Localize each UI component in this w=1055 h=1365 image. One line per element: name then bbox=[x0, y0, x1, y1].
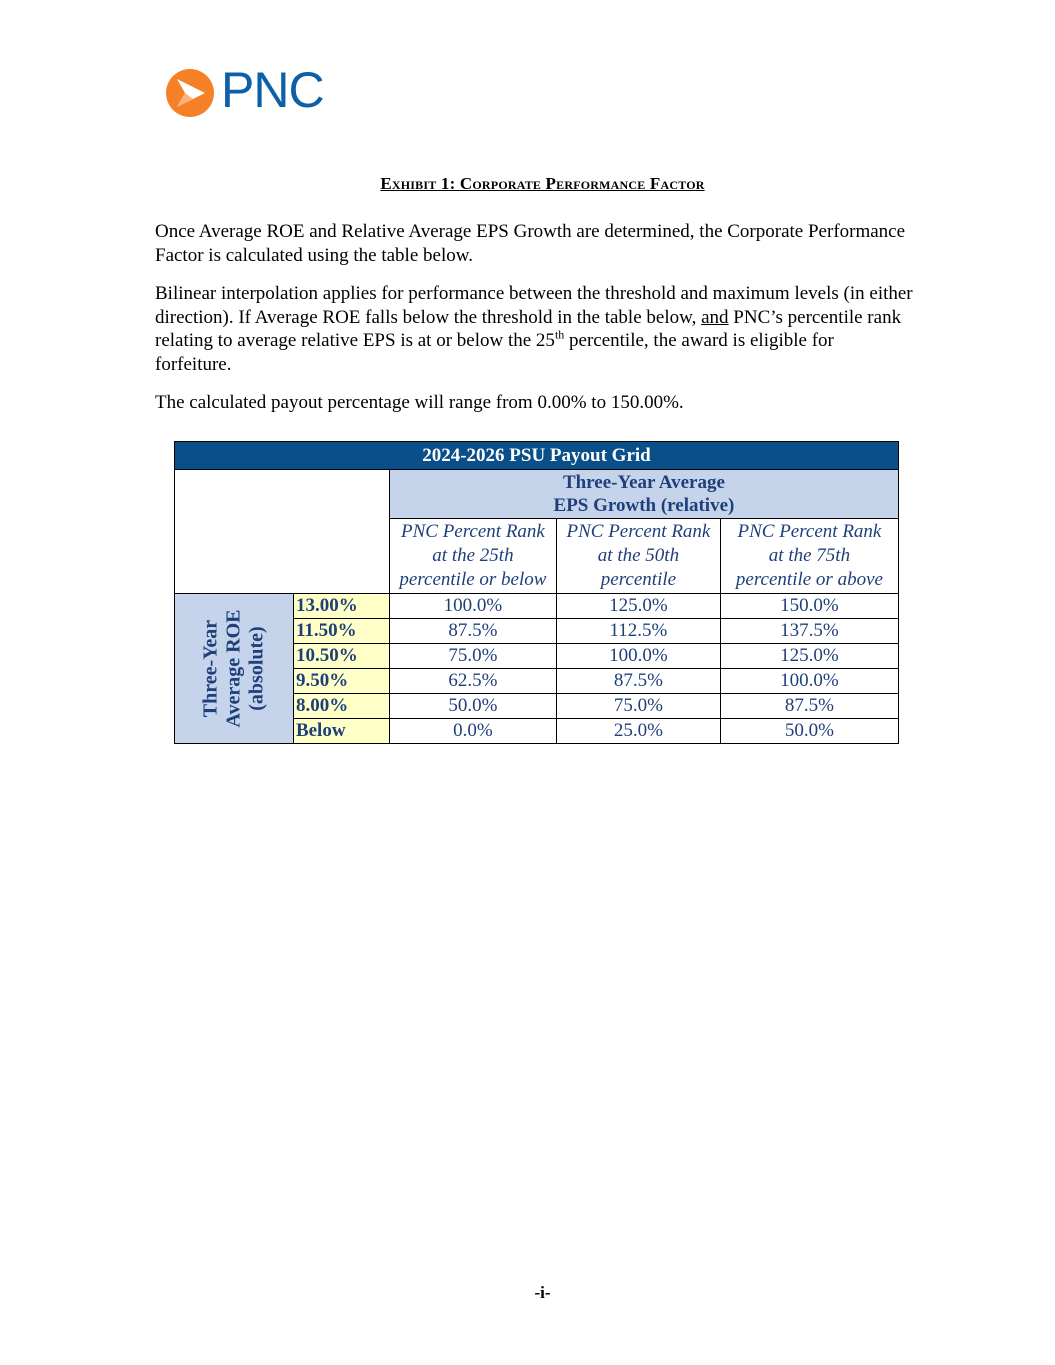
payout-cell: 112.5% bbox=[556, 619, 720, 644]
exhibit-title: Exhibit 1: Corporate Performance Factor bbox=[380, 174, 705, 193]
eps-header-line2: EPS Growth (relative) bbox=[553, 495, 735, 516]
payout-cell: 100.0% bbox=[556, 644, 720, 669]
interpolation-text-c: percentile, the award is eligible for forfeiture. bbox=[155, 330, 834, 375]
column-header-line: at the 25th bbox=[432, 545, 514, 566]
column-header-line: PNC Percent Rank bbox=[401, 521, 545, 542]
payout-cell: 75.0% bbox=[556, 694, 720, 719]
payout-cell: 0.0% bbox=[389, 719, 556, 744]
payout-cell: 100.0% bbox=[720, 669, 898, 694]
pnc-triangle-logo-icon bbox=[165, 68, 217, 120]
pnc-logo-text: PNC bbox=[221, 62, 324, 118]
page-number: -i- bbox=[534, 1283, 551, 1302]
roe-header-line: Average ROE bbox=[222, 609, 245, 728]
roe-side-header-text bbox=[199, 610, 268, 728]
payout-cell: 25.0% bbox=[556, 719, 720, 744]
grid-title: 2024-2026 PSU Payout Grid bbox=[175, 442, 899, 470]
column-header-50th bbox=[556, 519, 720, 594]
roe-row-label: 8.00% bbox=[293, 694, 389, 719]
payout-cell: 50.0% bbox=[389, 694, 556, 719]
payout-cell: 87.5% bbox=[556, 669, 720, 694]
payout-cell: 50.0% bbox=[720, 719, 898, 744]
column-header-line: percentile or below bbox=[399, 569, 547, 590]
column-header-line: at the 75th bbox=[768, 545, 851, 566]
column-header-line: percentile or above bbox=[735, 569, 883, 590]
table-row bbox=[175, 594, 899, 619]
column-header-75th bbox=[720, 519, 898, 594]
interpolation-paragraph bbox=[155, 282, 915, 376]
payout-cell: 125.0% bbox=[556, 594, 720, 619]
payout-cell: 150.0% bbox=[720, 594, 898, 619]
psu-payout-grid bbox=[174, 441, 899, 744]
eps-growth-header bbox=[389, 470, 898, 519]
roe-header-line: (absolute) bbox=[245, 626, 268, 711]
column-header-line: at the 50th bbox=[597, 545, 680, 566]
superscript-th: th bbox=[554, 327, 565, 342]
roe-row-label: 11.50% bbox=[293, 619, 389, 644]
roe-row-label: Below bbox=[293, 719, 389, 744]
payout-cell: 87.5% bbox=[389, 619, 556, 644]
column-header-25th bbox=[389, 519, 556, 594]
roe-row-label: 13.00% bbox=[293, 594, 389, 619]
grid-empty-corner bbox=[175, 470, 390, 594]
payout-cell: 100.0% bbox=[389, 594, 556, 619]
underlined-and: and bbox=[701, 306, 729, 328]
roe-row-label: 9.50% bbox=[293, 669, 389, 694]
interpolation-text-a: Bilinear interpolation applies for performance between the threshold and maximum levels (in either direction). If Average ROE falls below the threshold in the table below, bbox=[155, 283, 913, 328]
column-header-line: PNC Percent Rank bbox=[737, 521, 882, 542]
intro-paragraph: Once Average ROE and Relative Average EPS Growth are determined, the Corporate Performance Factor is calculated using the table below. bbox=[155, 221, 906, 266]
payout-range-paragraph: The calculated payout percentage will range from 0.00% to 150.00%. bbox=[155, 392, 684, 413]
payout-cell: 137.5% bbox=[720, 619, 898, 644]
roe-header-line: Three-Year bbox=[199, 619, 222, 718]
column-header-line: PNC Percent Rank bbox=[566, 521, 711, 542]
roe-side-header bbox=[175, 594, 294, 744]
column-header-line: percentile bbox=[600, 569, 677, 590]
payout-cell: 87.5% bbox=[720, 694, 898, 719]
payout-cell: 125.0% bbox=[720, 644, 898, 669]
payout-cell: 62.5% bbox=[389, 669, 556, 694]
roe-row-label: 10.50% bbox=[293, 644, 389, 669]
eps-header-line1: Three-Year Average bbox=[562, 472, 725, 493]
interpolation-text-b: PNC’s percentile rank relating to average relative EPS is at or below the 25 bbox=[155, 306, 902, 351]
payout-cell: 75.0% bbox=[389, 644, 556, 669]
pnc-logo bbox=[165, 62, 340, 122]
